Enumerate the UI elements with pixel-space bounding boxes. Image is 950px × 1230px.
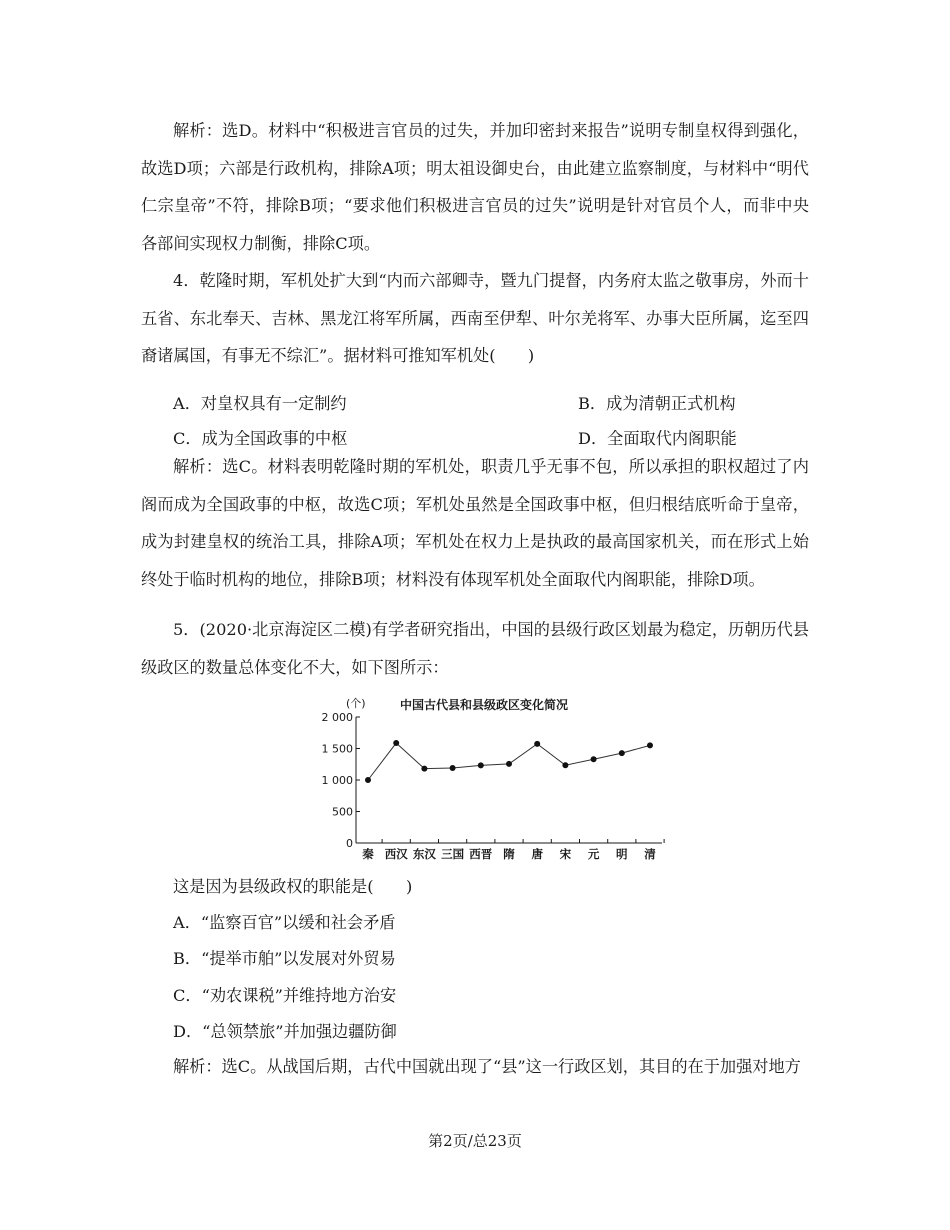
- q5-option-b: B．“提举市舶”以发展对外贸易: [173, 949, 396, 968]
- q4-option-c: C．成为全国政事的中枢: [173, 429, 348, 448]
- question-5-prompt: 这是因为县级政权的职能是( ): [173, 877, 413, 896]
- x-tick-label: 隋: [503, 847, 515, 861]
- data-point: [365, 777, 371, 783]
- y-tick-label: 0: [346, 837, 353, 850]
- y-tick-label: 1 500: [321, 742, 353, 756]
- analysis-q4: 解析：选C。材料表明乾隆时期的军机处，职责几乎无事不包，所以承担的职权超过了内阁而成为全国政事的中枢，故选C项；军机处虽然是全国政事中枢，但归根结底听命于皇帝，成为封建皇权的统治工具，排除A项；军机处在权力上是执政的最高国家机关，而在形式上始终处于临时机构的地位，排除B项；材料没有体现军机处全面取代内阁职能，排除D项。: [141, 457, 809, 589]
- data-point: [591, 756, 597, 762]
- y-unit-label: (个): [346, 697, 366, 710]
- q5-option-a: A．“监察百官”以缓和社会矛盾: [173, 913, 396, 932]
- q5-option-d: D．“总领禁旅”并加强边疆防御: [173, 1022, 397, 1041]
- q4-option-b: B．成为清朝正式机构: [578, 394, 736, 413]
- q5-option-c: C．“劝农课税”并维持地方治安: [173, 986, 397, 1005]
- data-points: [365, 740, 653, 783]
- x-tick-label: 西汉: [384, 847, 408, 861]
- data-point: [450, 765, 456, 771]
- data-point: [478, 762, 484, 768]
- x-tick-label: 西晋: [469, 847, 493, 861]
- x-tick-label: 宋: [559, 847, 572, 861]
- x-tick-label: 三国: [441, 847, 465, 861]
- y-ticks: [322, 711, 361, 850]
- page-footer: 第2页/总23页: [428, 1132, 522, 1150]
- question-4-stem: 4．乾隆时期，军机处扩大到“内而六部卿寺，暨九门提督，内务府太监之敬事房，外而十五省、东北奉天、吉林、黑龙江将军所属，西南至伊犁、叶尔羌将军、办事大臣所属，迄至四裔诸属国，有事无不综汇”。据材料可推知军机处( ): [141, 271, 809, 365]
- x-tick-label: 唐: [531, 847, 543, 861]
- data-point: [647, 742, 653, 748]
- x-tick-label: 明: [616, 847, 628, 861]
- y-tick-label: 1 000: [321, 774, 353, 787]
- x-ticks: [361, 839, 664, 861]
- q4-option-a: A．对皇权具有一定制约: [173, 394, 347, 413]
- question-5-stem: 5．(2020·北京海淀区二模)有学者研究指出，中国的县级行政区划最为稳定，历朝历代县级政区的数量总体变化不大，如下图所示：: [141, 620, 809, 677]
- x-tick-label: 元: [587, 847, 600, 861]
- x-tick-label: 清: [644, 847, 656, 861]
- data-point: [506, 761, 512, 767]
- chart-title: 中国古代县和县级政区变化简况: [400, 698, 569, 712]
- y-tick-label: 500: [332, 805, 353, 819]
- data-point: [619, 750, 625, 756]
- data-point: [534, 741, 540, 747]
- data-point: [421, 766, 427, 772]
- line-chart-svg: [316, 690, 676, 865]
- q4-option-d: D．全面取代内阁职能: [578, 429, 737, 448]
- county-count-chart: [316, 690, 676, 865]
- x-tick-label: 秦: [362, 847, 374, 861]
- data-point: [393, 740, 399, 746]
- data-point: [562, 762, 568, 768]
- analysis-q5-start: 解析：选C。从战国后期，古代中国就出现了“县”这一行政区划，其目的在于加强对地方: [173, 1057, 801, 1076]
- x-tick-label: 东汉: [412, 847, 436, 861]
- y-tick-label: 2 000: [321, 711, 353, 724]
- analysis-q3: 解析：选D。材料中“积极进言官员的过失，并加印密封来报告”说明专制皇权得到强化，故选D项；六部是行政机构，排除A项；明太祖设御史台，由此建立监察制度，与材料中“明代仁宗皇帝”不符，排除B项；“要求他们积极进言官员的过失”说明是针对官员个人，而非中央各部间实现权力制衡，排除C项。: [141, 121, 809, 253]
